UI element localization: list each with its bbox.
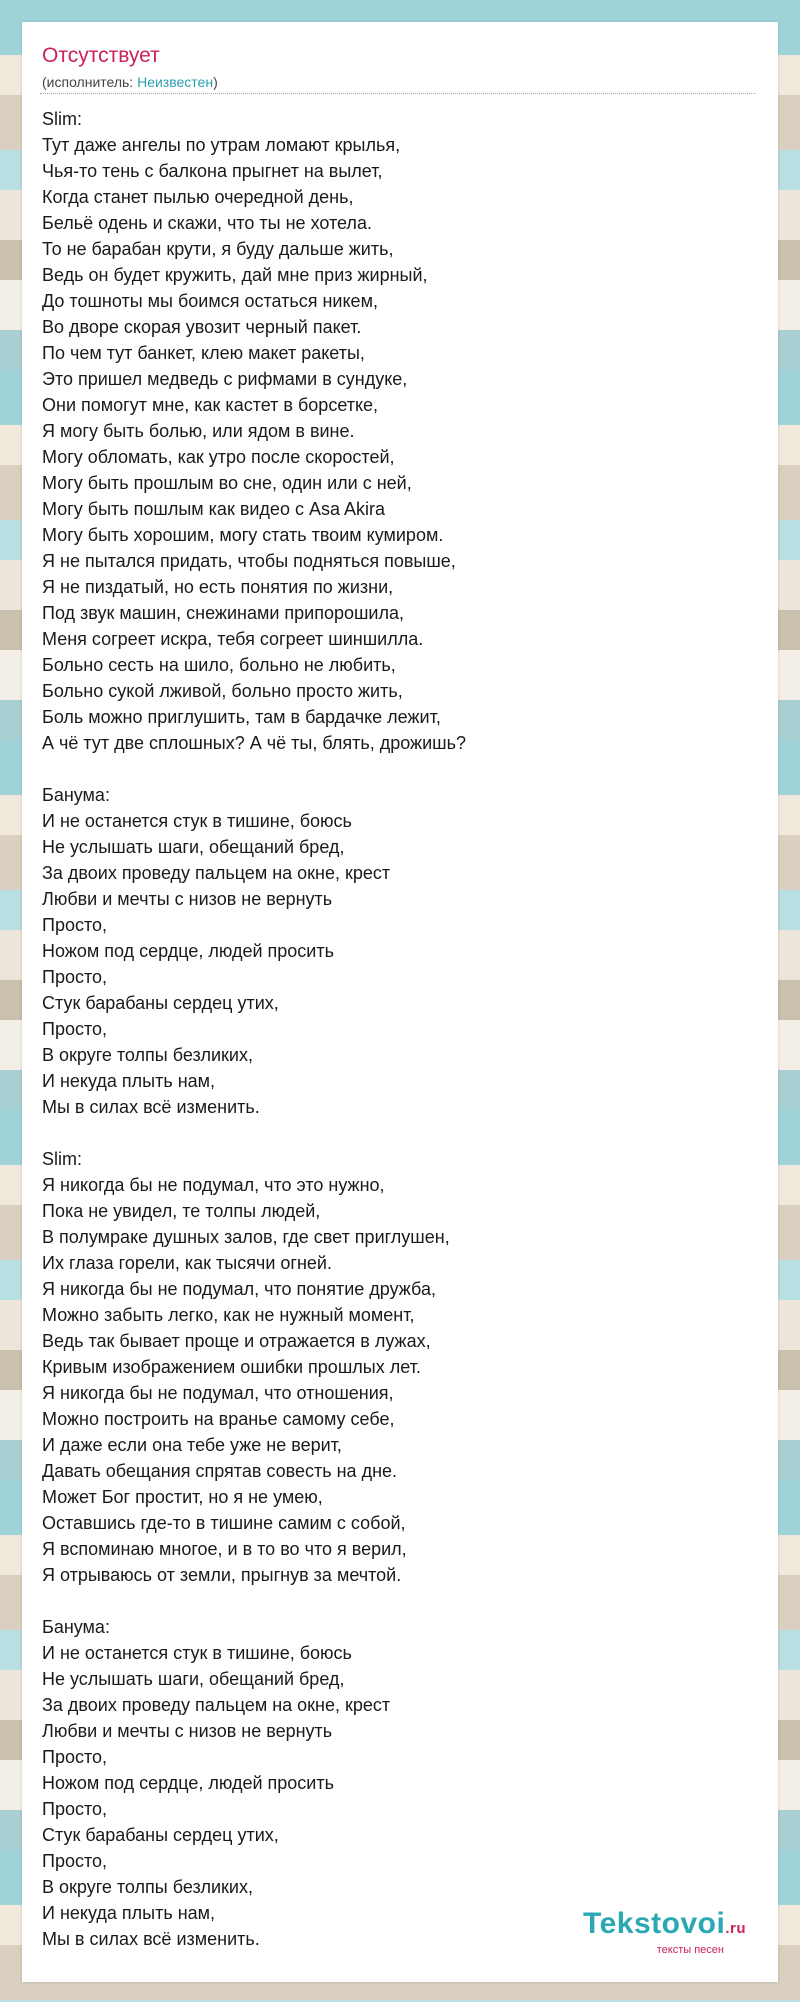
lyric-line: В округе толпы безликих, [42,1045,253,1065]
lyric-line: Их глаза горели, как тысячи огней. [42,1253,332,1273]
lyric-line: Мы в силах всё изменить. [42,1929,260,1949]
lyric-line: Я не пытался придать, чтобы подняться повыше, [42,551,456,571]
lyric-line: Я никогда бы не подумал, что отношения, [42,1383,394,1403]
song-title: Отсутствует [42,44,160,67]
lyric-line: Во дворе скорая увозит черный пакет. [42,317,362,337]
lyric-line: Стук барабаны сердец утих, [42,1825,279,1845]
lyric-line: И даже если она тебе уже не верит, [42,1435,342,1455]
lyric-line: И некуда плыть нам, [42,1903,216,1923]
lyric-line: Меня согреет искра, тебя согреет шиншилла. [42,629,424,649]
lyrics-card [22,22,778,1982]
lyric-line: Могу обломать, как утро после скоростей, [42,447,395,467]
lyric-line: Ножом под сердце, людей просить [42,1773,334,1793]
lyric-line: За двоих проведу пальцем на окне, крест [42,863,391,883]
lyric-line: Под звук машин, снежинами припорошила, [42,603,405,623]
lyric-line: Чья-то тень с балкона прыгнет на вылет, [42,161,383,181]
lyric-line: Просто, [42,915,108,935]
lyric-line: Любви и мечты с низов не вернуть [42,889,333,909]
stanza-gap [42,1120,762,1146]
lyric-line: Я вспоминаю многое, и в то во что я верил, [42,1539,407,1559]
lyric-line: Больно сукой лживой, больно просто жить, [42,681,403,701]
lyric-line: Не услышать шаги, обещаний бред, [42,837,345,857]
lyric-line: Ведь он будет кружить, дай мне приз жирный, [42,265,428,285]
lyric-line: Могу быть прошлым во сне, один или с ней, [42,473,412,493]
lyric-line: Просто, [42,1019,108,1039]
lyric-line: Боль можно приглушить, там в бардачке лежит, [42,707,441,727]
lyric-line: И не останется стук в тишине, боюсь [42,1643,352,1663]
lyric-line: В округе толпы безликих, [42,1877,253,1897]
lyric-line: Когда станет пылью очередной день, [42,187,354,207]
lyric-line: Я отрываюсь от земли, прыгнув за мечтой. [42,1565,402,1585]
artist-prefix: (исполнитель: [42,74,138,90]
logo-wordmark [583,1909,746,1944]
lyric-line: Ножом под сердце, людей просить [42,941,334,961]
logo-name: Tekstovoi [583,1907,726,1940]
lyric-line: Ведь так бывает проще и отражается в лужах, [42,1331,431,1351]
lyric-line: Можно построить на вранье самому себе, [42,1409,395,1429]
lyric-line: Банума: [42,785,110,805]
logo-tagline: тексты песен [656,1944,724,1956]
lyric-line: Стук барабаны сердец утих, [42,993,279,1013]
lyric-line: Давать обещания спрятав совесть на дне. [42,1461,398,1481]
stanza-gap [42,756,762,782]
lyric-line: Пока не увидел, те толпы людей, [42,1201,321,1221]
lyric-line: В полумраке душных залов, где свет приглушен, [42,1227,450,1247]
lyric-line: Больно сесть на шило, больно не любить, [42,655,396,675]
lyric-line: Я никогда бы не подумал, что понятие дружба, [42,1279,436,1299]
artist-suffix: ) [213,74,218,90]
lyric-line: И некуда плыть нам, [42,1071,216,1091]
lyric-line: И не останется стук в тишине, боюсь [42,811,352,831]
lyrics-text [42,106,762,1952]
lyric-line: Не услышать шаги, обещаний бред, [42,1669,345,1689]
lyric-line: А чё тут две сплошных? А чё ты, блять, дрожишь? [42,733,466,753]
lyric-line: Я никогда бы не подумал, что это нужно, [42,1175,385,1195]
lyric-line: Они помогут мне, как кастет в борсетке, [42,395,379,415]
lyric-line: То не барабан крути, я буду дальше жить, [42,239,394,259]
lyric-line: Могу быть хорошим, могу стать твоим кумиром. [42,525,444,545]
lyric-line: Я могу быть болью, или ядом в вине. [42,421,355,441]
lyric-line: Мы в силах всё изменить. [42,1097,260,1117]
lyric-line: По чем тут банкет, клею макет ракеты, [42,343,365,363]
logo-tld: .ru [725,1920,746,1937]
lyric-line: Просто, [42,1799,108,1819]
title-divider [40,93,756,94]
lyric-line: Любви и мечты с низов не вернуть [42,1721,333,1741]
artist-link[interactable]: Неизвестен [137,74,214,90]
lyric-line: Бельё одень и скажи, что ты не хотела. [42,213,372,233]
lyric-line: Это пришел медведь с рифмами в сундуке, [42,369,408,389]
lyric-line: Просто, [42,1851,108,1871]
lyric-line: Кривым изображением ошибки прошлых лет. [42,1357,421,1377]
stanza-gap [42,1588,762,1614]
lyric-line: За двоих проведу пальцем на окне, крест [42,1695,391,1715]
lyric-line: Slim: [42,109,82,129]
lyric-line: Может Бог простит, но я не умею, [42,1487,323,1507]
lyric-line: Slim: [42,1149,82,1169]
lyric-line: Просто, [42,1747,108,1767]
lyric-line: Банума: [42,1617,110,1637]
lyric-line: Можно забыть легко, как не нужный момент, [42,1305,415,1325]
lyric-line: Я не пиздатый, но есть понятия по жизни, [42,577,394,597]
artist-line [42,74,218,90]
lyric-line: Оставшись где-то в тишине самим с собой, [42,1513,406,1533]
lyric-line: Могу быть пошлым как видео с Asa Akira [42,499,385,519]
lyric-line: До тошноты мы боимся остаться никем, [42,291,378,311]
site-logo[interactable] [583,1909,746,1956]
lyric-line: Тут даже ангелы по утрам ломают крылья, [42,135,401,155]
lyric-line: Просто, [42,967,108,987]
